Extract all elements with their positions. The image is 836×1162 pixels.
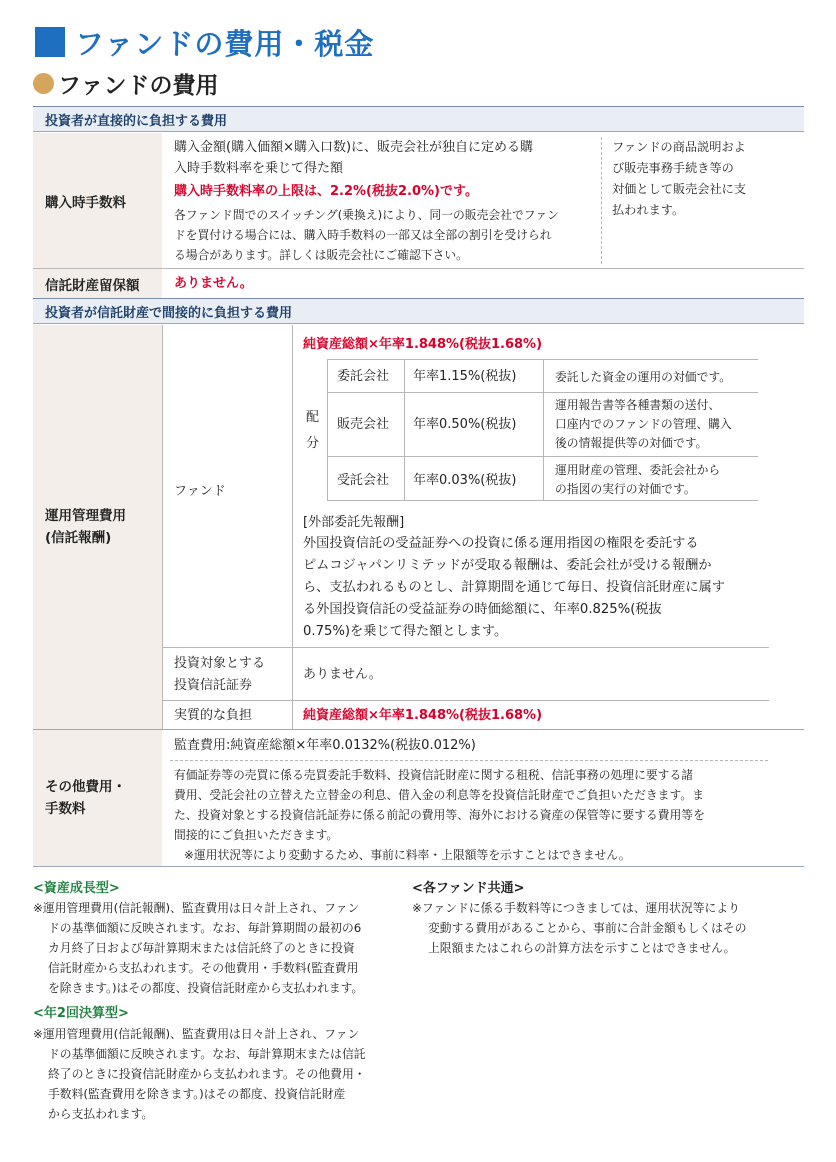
semiannual-line: から支払われます。 xyxy=(48,1107,154,1121)
purchase-side1: ファンドの商品説明およ xyxy=(612,140,746,154)
other-line4: 間接的にご負担いただきます。 xyxy=(174,828,339,842)
section-title: ファンドの費用 xyxy=(58,72,219,99)
semiannual-line: ドの基準価額に反映されます。なお、毎計算期末または信託 xyxy=(48,1047,366,1061)
target-label-1: 投資対象とする xyxy=(174,656,266,671)
mgmt-fee-label xyxy=(33,325,162,729)
alloc-desc: 運用財産の管理、委託会社から xyxy=(555,463,721,477)
title-square-icon xyxy=(35,27,65,57)
purchase-fee-note1: 各ファンド間でのスイッチング(乗換え)により、同一の販売会社でファン xyxy=(174,208,559,222)
growth-line: を除きます。)はその都度、投資信託財産から支払われます。 xyxy=(48,981,364,995)
alloc-desc: 後の情報提供等の対価です。 xyxy=(555,436,708,450)
purchase-side2: び販売事務手続き等の xyxy=(612,161,734,175)
page-title-row xyxy=(35,22,374,62)
target-label-2: 投資信託証券 xyxy=(174,678,253,693)
haibun-char1: 配 xyxy=(306,410,320,425)
purchase-fee-note3: る場合があります。詳しくは販売会社にご確認下さい。 xyxy=(174,248,468,262)
reserve-label: 信託財産留保額 xyxy=(33,269,162,298)
alloc-line xyxy=(327,456,758,457)
ext-heading: [外部委託先報酬] xyxy=(303,515,405,530)
other-line5: ※運用状況等により変動するため、事前に料率・上限額等を示すことはできません。 xyxy=(184,848,631,862)
mgmt-fee-label-line1: 運用管理費用 xyxy=(45,508,126,524)
bullet-dot-icon xyxy=(33,73,54,94)
alloc-rate: 年率0.50%(税抜) xyxy=(413,417,517,432)
alloc-line xyxy=(327,392,758,393)
other-fee-label-line2: 手数料 xyxy=(45,801,86,817)
purchase-fee-line1: 購入金額(購入価額×購入口数)に、販売会社が独自に定める購 xyxy=(174,140,534,155)
page-title: ファンドの費用・税金 xyxy=(75,26,375,61)
alloc-vline xyxy=(327,359,328,500)
ext-line2: ピムコジャパンリミテッドが受取る報酬は、委託会社が受ける報酬か xyxy=(303,558,712,573)
alloc-vline xyxy=(404,359,405,500)
growth-line: ※運用管理費用(信託報酬)、監査費用は日々計上され、ファン xyxy=(33,901,360,915)
common-line: ※ファンドに係る手数料等につきましては、運用状況等により xyxy=(412,901,740,915)
col-divider xyxy=(292,325,293,729)
effective-value: 純資産総額×年率1.848%(税抜1.68%) xyxy=(303,708,543,723)
row-divider xyxy=(162,647,769,648)
section-title-row xyxy=(33,68,219,98)
other-line2: 費用、受託会社の立替えた立替金の利息、借入金の利息等を投資信託財産でご負担いただきます。ま xyxy=(174,788,704,802)
other-fee-label-line1: その他費用・ xyxy=(45,779,126,795)
alloc-line xyxy=(327,500,758,501)
direct-cost-heading: 投資者が直接的に負担する費用 xyxy=(33,106,804,132)
alloc-desc: 委託した資金の運用の対価です。 xyxy=(555,370,732,384)
alloc-desc: 運用報告書等各種書類の送付、 xyxy=(555,398,721,412)
alloc-party: 受託会社 xyxy=(337,473,390,488)
purchase-side3: 対価として販売会社に支 xyxy=(612,182,747,196)
target-value: ありません。 xyxy=(303,667,382,682)
purchase-fee-label: 購入時手数料 xyxy=(33,133,162,268)
semiannual-line: 手数料(監査費用を除きます。)はその都度、投資信託財産 xyxy=(48,1087,346,1101)
growth-line: カ月終了日および毎計算期末または信託終了のときに投資 xyxy=(48,941,355,955)
purchase-fee-limit: 購入時手数料率の上限は、2.2%(税抜2.0%)です。 xyxy=(174,184,478,199)
common-line: 変動する費用があることから、事前に合計金額もしくはその xyxy=(428,921,747,935)
ext-line1: 外国投資信託の受益証券への投資に係る運用指図の権限を委託する xyxy=(303,536,699,551)
semiannual-line: ※運用管理費用(信託報酬)、監査費用は日々計上され、ファン xyxy=(33,1027,360,1041)
growth-line: 信託財産から支払われます。その他費用・手数料(監査費用 xyxy=(48,961,359,975)
indirect-cost-heading: 投資者が信託財産で間接的に負担する費用 xyxy=(33,298,804,324)
alloc-desc: 口座内でのファンドの管理、購入 xyxy=(555,417,732,431)
alloc-party: 委託会社 xyxy=(337,369,390,384)
growth-heading: <資産成長型> xyxy=(33,881,120,896)
effective-label: 実質的な負担 xyxy=(174,708,253,723)
alloc-rate: 年率0.03%(税抜) xyxy=(413,473,517,488)
row-divider xyxy=(33,866,804,867)
fund-label: ファンド xyxy=(174,484,226,499)
alloc-party: 販売会社 xyxy=(337,417,390,432)
purchase-fee-line2: 入時手数料率を乗じて得た額 xyxy=(174,161,344,176)
purchase-divider xyxy=(601,137,602,264)
growth-line: ドの基準価額に反映されます。なお、毎計算期間の最初の6 xyxy=(48,921,362,935)
purchase-side4: 払われます。 xyxy=(612,203,685,217)
mgmt-fee-label-line2: (信託報酬) xyxy=(45,530,112,546)
purchase-fee-note2: ドを買付ける場合には、購入時手数料の一部又は全部の割引を受けられ xyxy=(174,228,552,242)
semiannual-heading: <年2回決算型> xyxy=(33,1006,129,1021)
semiannual-line: 終了のときに投資信託財産から支払われます。その他費用・ xyxy=(48,1067,366,1081)
reserve-value: ありません。 xyxy=(174,276,253,291)
other-divider xyxy=(170,760,768,761)
haibun-char2: 分 xyxy=(306,436,320,451)
alloc-rate: 年率1.15%(税抜) xyxy=(413,369,517,384)
col-divider xyxy=(162,325,163,729)
other-fee-label xyxy=(33,730,162,866)
ext-line3: ら、支払われるものとし、計算期間を通じて毎日、投資信託財産に属す xyxy=(303,580,725,595)
row-divider xyxy=(162,700,769,701)
alloc-desc: の指図の実行の対価です。 xyxy=(555,482,696,496)
other-line1: 有価証券等の売買に係る売買委託手数料、投資信託財産に関する租税、信託事務の処理に要する諸 xyxy=(174,768,694,782)
ext-line5: 0.75%)を乗じて得た額とします。 xyxy=(303,624,508,639)
alloc-vline xyxy=(543,359,544,500)
audit-fee: 監査費用:純資産総額×年率0.0132%(税抜0.012%) xyxy=(174,738,476,753)
common-heading: <各ファンド共通> xyxy=(412,881,525,896)
ext-line4: る外国投資信託の受益証券の時価総額に、年率0.825%(税抜 xyxy=(303,602,662,617)
common-line: 上限額またはこれらの計算方法を示すことはできません。 xyxy=(428,941,736,955)
other-line3: た、投資対象とする投資信託証券に係る前記の費用等、海外における資産の保管等に要する費用等を xyxy=(174,808,705,822)
mgmt-total-rate: 純資産総額×年率1.848%(税抜1.68%) xyxy=(303,337,543,352)
